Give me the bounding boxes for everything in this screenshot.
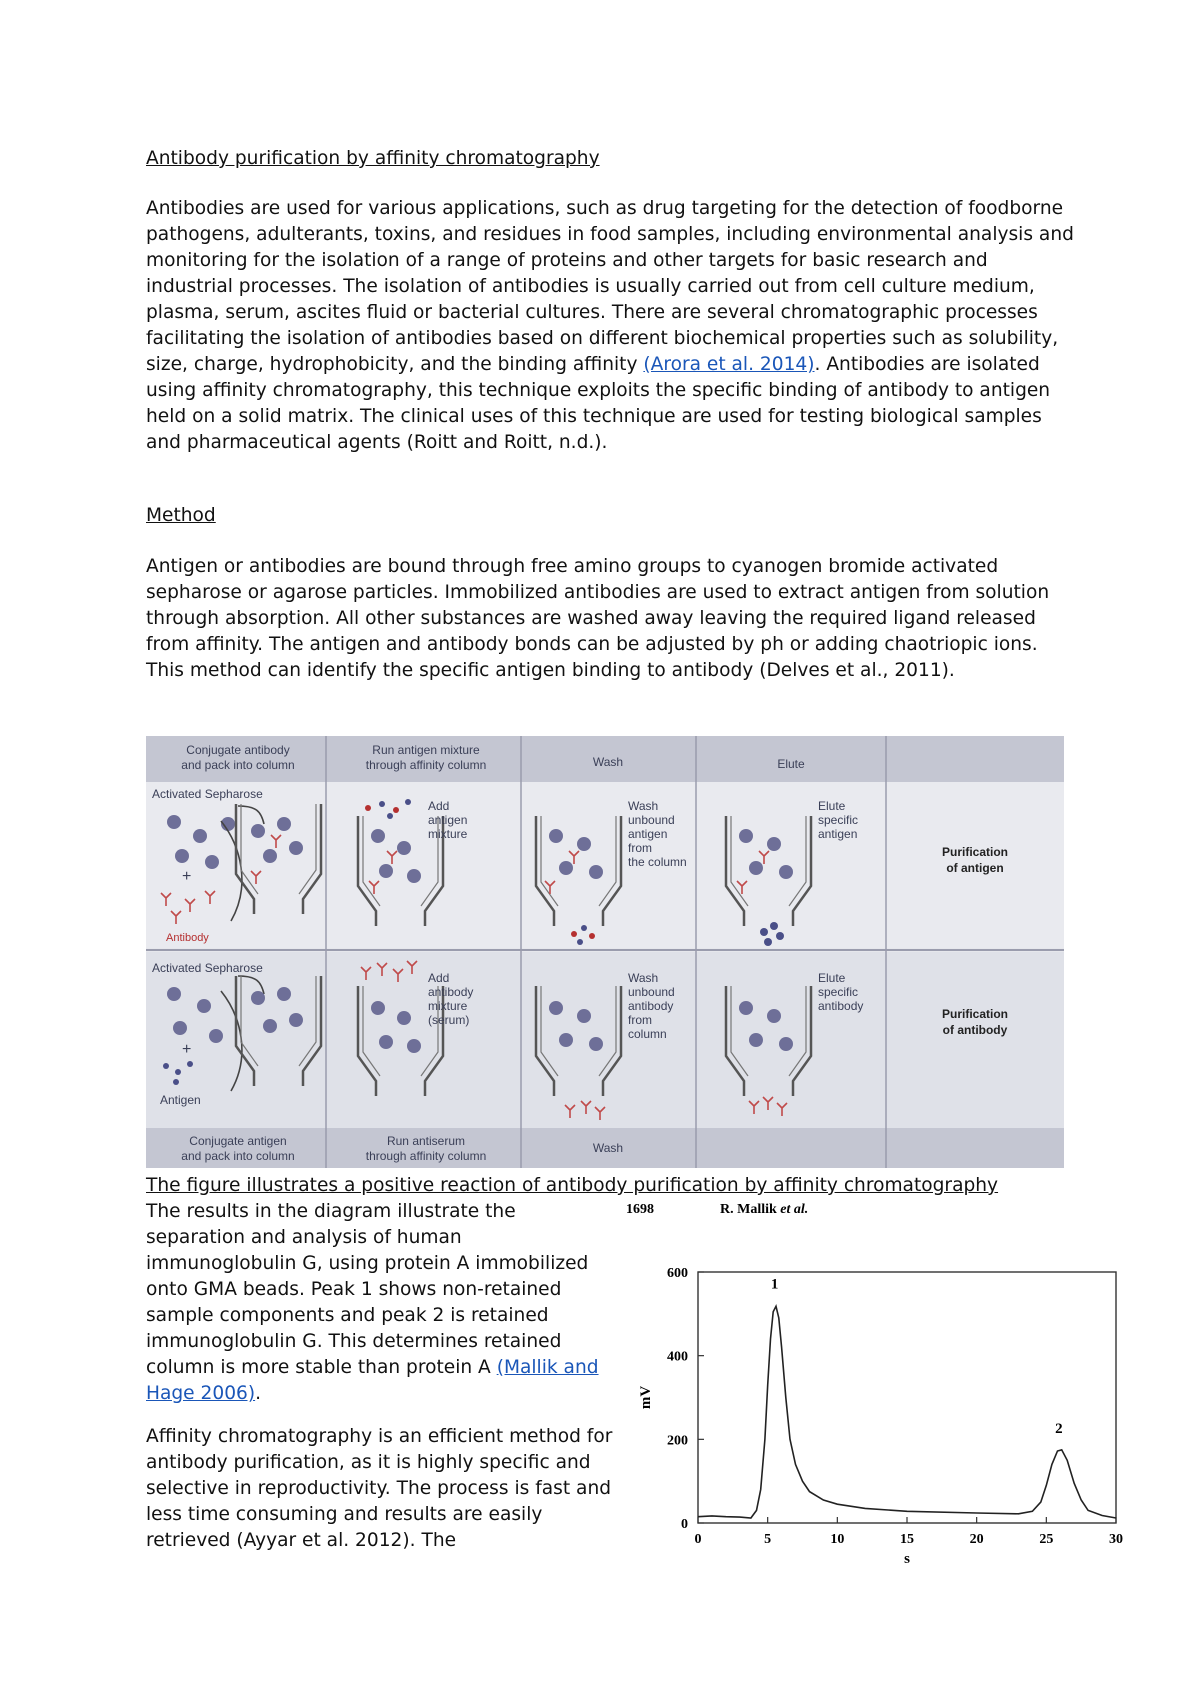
- row1-step4-line3: antigen: [818, 827, 858, 841]
- chromatogram-chart: [626, 1199, 1138, 1579]
- mallik-reference-link[interactable]: (Mallik and Hage 2006): [146, 1357, 599, 1404]
- chart-author-name: R. Mallik: [720, 1202, 781, 1217]
- chart-author: [720, 1202, 808, 1217]
- chart-x-tick-label: 30: [1109, 1532, 1123, 1547]
- row1-step3-line3: antigen: [628, 827, 668, 841]
- results-paragraph: [146, 1199, 616, 1407]
- row2-step3-line4: from: [628, 1013, 652, 1027]
- conclusion-paragraph: Affinity chromatography is an efficient method for antibody purification, as it is highly specific and selective in reproductivity. The process is fast and less time consuming and results are easily retrieved (Ayyar et al. 2012). The: [146, 1426, 613, 1551]
- row2-antigen-label: Antigen: [160, 1093, 201, 1107]
- chart-x-tick-label: 15: [900, 1532, 914, 1547]
- chart-peak-1-label: 1: [770, 1276, 779, 1293]
- row2-step4-line3: antibody: [818, 999, 864, 1013]
- method-heading: Method: [146, 505, 216, 526]
- row1-result-line1: Purification: [941, 845, 1009, 859]
- row2-step2-line1: Add: [428, 971, 450, 985]
- chart-x-tick-label: 25: [1039, 1532, 1054, 1547]
- footer-conjugate-antigen-1: Conjugate antigen: [189, 1134, 287, 1148]
- row1-step2-line3: mixture: [428, 827, 468, 841]
- row1-step3-line5: the column: [628, 855, 687, 869]
- chart-axes: [667, 1266, 1123, 1547]
- header-wash: Wash: [592, 755, 624, 769]
- page-title: Antibody purification by affinity chromatography: [146, 148, 600, 169]
- results-text-1: The results in the diagram illustrate the separation and analysis of human immunoglobulin G, using protein A immobilized onto GMA beads. Peak 1 shows non-retained sample components and peak 2 is retained immunoglobulin G. This determines retained column is more stable than protein A: [146, 1201, 589, 1378]
- footer-wash: Wash: [592, 1141, 624, 1155]
- chart-x-label: s: [904, 1551, 910, 1567]
- row2-activated-sepharose: Activated Sepharose: [152, 961, 263, 975]
- row2-step2-line2: antibody: [428, 985, 474, 999]
- row1-step4-line2: specific: [818, 813, 859, 827]
- svg-text:+: +: [182, 868, 192, 885]
- row1-activated-sepharose: Activated Sepharose: [152, 787, 263, 801]
- header-conjugate-antibody-1: Conjugate antibody: [186, 743, 290, 757]
- chart-y-tick-label: 0: [681, 1517, 688, 1532]
- chart-y-tick-label: 400: [667, 1349, 688, 1365]
- row2-step3-line5: column: [628, 1027, 667, 1041]
- chart-series-line: [698, 1306, 1116, 1518]
- row1-step3-line1: Wash: [628, 799, 659, 813]
- row2-result-line2: of antibody: [942, 1023, 1008, 1037]
- row1-step4-line1: Elute: [818, 799, 846, 813]
- chart-x-tick-label: 0: [694, 1532, 702, 1547]
- row2-step2-line3: mixture: [428, 999, 468, 1013]
- svg-text:+: +: [182, 1041, 192, 1058]
- intro-text-1: Antibodies are used for various applications, such as drug targeting for the detection of foodborne pathogens, adulterants, toxins, and residues in food samples, including environmental analysis and monitoring for the isolation of a range of proteins and other targets for basic research and industrial processes. The isolation of antibodies is usually carried out from cell culture medium, plasma, serum, ascites fluid or bacterial cultures. There are several chromatographic processes facilitating the isolation of antibodies based on different biochemical properties such as solubility, size, charge, hydrophobicity, and the binding affinity: [146, 198, 1074, 375]
- row1-step2-line1: Add: [428, 799, 450, 813]
- intro-paragraph: [146, 196, 1076, 456]
- row2-step3-line2: unbound: [628, 985, 675, 999]
- row2-step2-line4: (serum): [428, 1013, 470, 1027]
- chart-x-tick-label: 10: [830, 1532, 845, 1547]
- intro-text-2: . Antibodies are isolated using affinity chromatography, this technique exploits the specific binding of antibody to antigen held on a solid matrix. The clinical uses of this technique are used for testing biological samples and pharmaceutical agents (Roitt and Roitt, n.d.).: [146, 354, 1051, 453]
- footer-conjugate-antigen-2: and pack into column: [181, 1149, 295, 1163]
- row1-result-line2: of antigen: [946, 861, 1004, 875]
- chart-x-tick-label: 5: [764, 1532, 772, 1547]
- header-conjugate-antibody-2: and pack into column: [181, 758, 295, 772]
- arora-reference-link[interactable]: (Arora et al. 2014): [643, 354, 815, 375]
- row2-step3-line3: antibody: [628, 999, 674, 1013]
- row1-step3-line2: unbound: [628, 813, 675, 827]
- row2-step4-line2: specific: [818, 985, 859, 999]
- affinity-chromatography-diagram: [146, 736, 1064, 1168]
- chart-y-tick-label: 200: [667, 1433, 688, 1449]
- method-paragraph: Antigen or antibodies are bound through free amino groups to cyanogen bromide activated sepharose or agarose particles. Immobilized antibodies are used to extract antigen from solution through absorption. All other substances are washed away leaving the required ligand released from affinity. The antigen and antibody bonds can be adjusted by ph or adding chaotriopic ions. This method can identify the specific antigen binding to antibody (Delves et al., 2011).: [146, 556, 1050, 681]
- row1-step3-line4: from: [628, 841, 652, 855]
- row2-step3-line1: Wash: [628, 971, 659, 985]
- row1-antibody-label: Antibody: [166, 932, 209, 944]
- chart-y-tick-label: 600: [667, 1266, 688, 1281]
- chart-y-label: mV: [638, 1385, 654, 1410]
- chart-page-number: 1698: [626, 1202, 654, 1217]
- header-run-antigen-1: Run antigen mixture: [372, 743, 480, 757]
- chart-x-tick-label: 20: [969, 1532, 984, 1547]
- header-elute: Elute: [777, 757, 805, 771]
- row2-result-line1: Purification: [941, 1007, 1009, 1021]
- row2-step4-line1: Elute: [818, 971, 846, 985]
- footer-run-antiserum-2: through affinity column: [365, 1149, 487, 1163]
- row1-step2-line2: antigen: [428, 813, 468, 827]
- results-text-2: .: [255, 1383, 262, 1404]
- header-run-antigen-2: through affinity column: [365, 758, 487, 772]
- chart-peak-2-label: 2: [1055, 1421, 1063, 1438]
- footer-run-antiserum-1: Run antiserum: [386, 1134, 466, 1148]
- chart-author-etal: et al.: [780, 1202, 809, 1217]
- figure-caption: The figure illustrates a positive reaction of antibody purification by affinity chromatography: [146, 1175, 999, 1196]
